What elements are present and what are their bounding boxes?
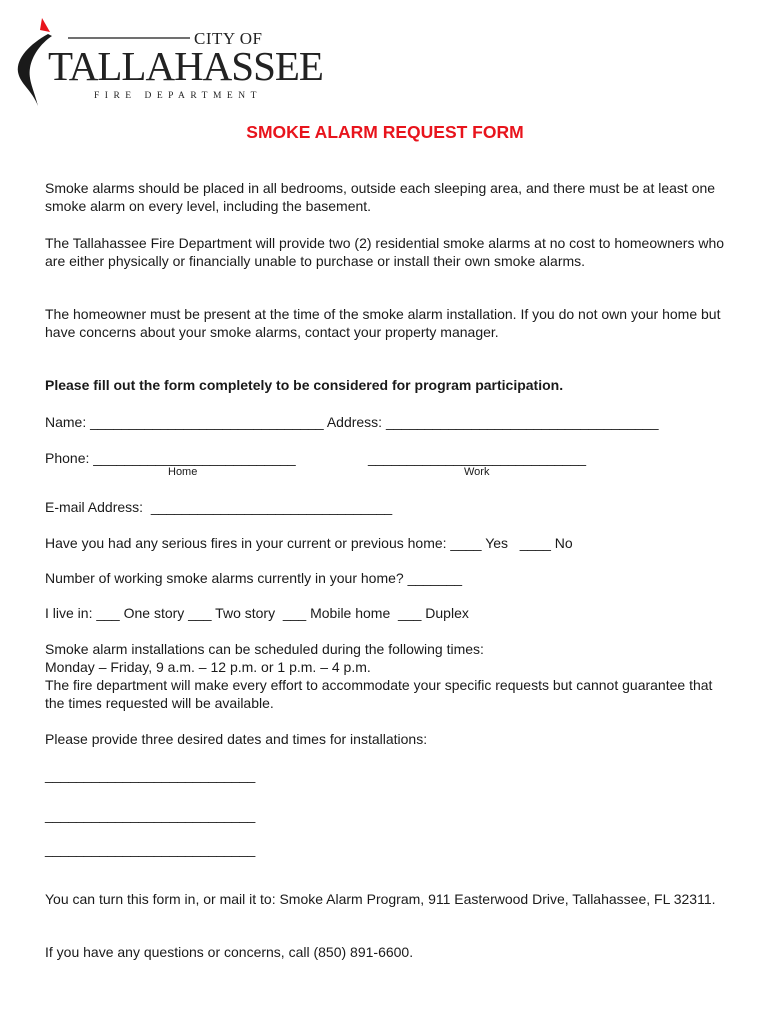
logo-city-of: CITY OF [194, 29, 263, 48]
email-field[interactable]: E-mail Address: _______________________________ [45, 499, 393, 515]
provide-paragraph: The Tallahassee Fire Department will provide two (2) residential smoke alarms at no cost to homeowners who are either physically or financially unable to purchase or install their own smoke alarms. [45, 235, 725, 269]
placement-paragraph: Smoke alarms should be placed in all bedrooms, outside each sleeping area, and there must be at least one smoke alarm on every level, including the basement. [45, 180, 716, 214]
logo-city-name: TALLAHASSEE [48, 43, 323, 89]
tallahassee-fire-logo [10, 10, 323, 110]
home-label: Home [168, 466, 198, 478]
schedule-line-2: Monday – Friday, 9 a.m. – 12 p.m. or 1 p.m. – 4 p.m. [45, 659, 371, 675]
form-title: SMOKE ALARM REQUEST FORM [246, 122, 524, 142]
logo-department: FIRE DEPARTMENT [94, 91, 262, 101]
date-line[interactable]: ___________________________ [45, 767, 256, 783]
home-phone-field[interactable]: Phone: __________________________ [45, 450, 296, 466]
work-phone-field[interactable]: ____________________________ [368, 450, 587, 466]
mail-paragraph: You can turn this form in, or mail it to: Smoke Alarm Program, 911 Easterwood Drive, Tallahassee, FL 32311. [45, 891, 716, 907]
questions-paragraph: If you have any questions or concerns, call (850) 891-6600. [45, 944, 414, 960]
home-type-field[interactable]: I live in: ___ One story ___ Two story ___ Mobile home ___ Duplex [45, 605, 469, 621]
work-label: Work [464, 466, 490, 478]
alarms-count-field[interactable]: Number of working smoke alarms currently in your home? _______ [45, 570, 463, 586]
instructions-paragraph: Please fill out the form completely to be considered for program participation. [45, 377, 564, 393]
date-line[interactable]: ___________________________ [45, 841, 256, 857]
dates-prompt: Please provide three desired dates and times for installations: [45, 731, 428, 747]
schedule-line-1: Smoke alarm installations can be scheduled during the following times: [45, 641, 484, 657]
name-address-field[interactable]: Name: ______________________________ Address: ___________________________________ [45, 414, 659, 430]
present-paragraph: The homeowner must be present at the time of the smoke alarm installation. If you do not own your home but have concerns about your smoke alarms, contact your property manager. [45, 306, 721, 340]
fires-question[interactable]: Have you had any serious fires in your current or previous home: ____ Yes ____ No [45, 535, 573, 551]
schedule-line-3: The fire department will make every effort to accommodate your specific requests but cannot guarantee that the times requested will be available. [45, 677, 713, 711]
date-line[interactable]: ___________________________ [45, 807, 256, 823]
